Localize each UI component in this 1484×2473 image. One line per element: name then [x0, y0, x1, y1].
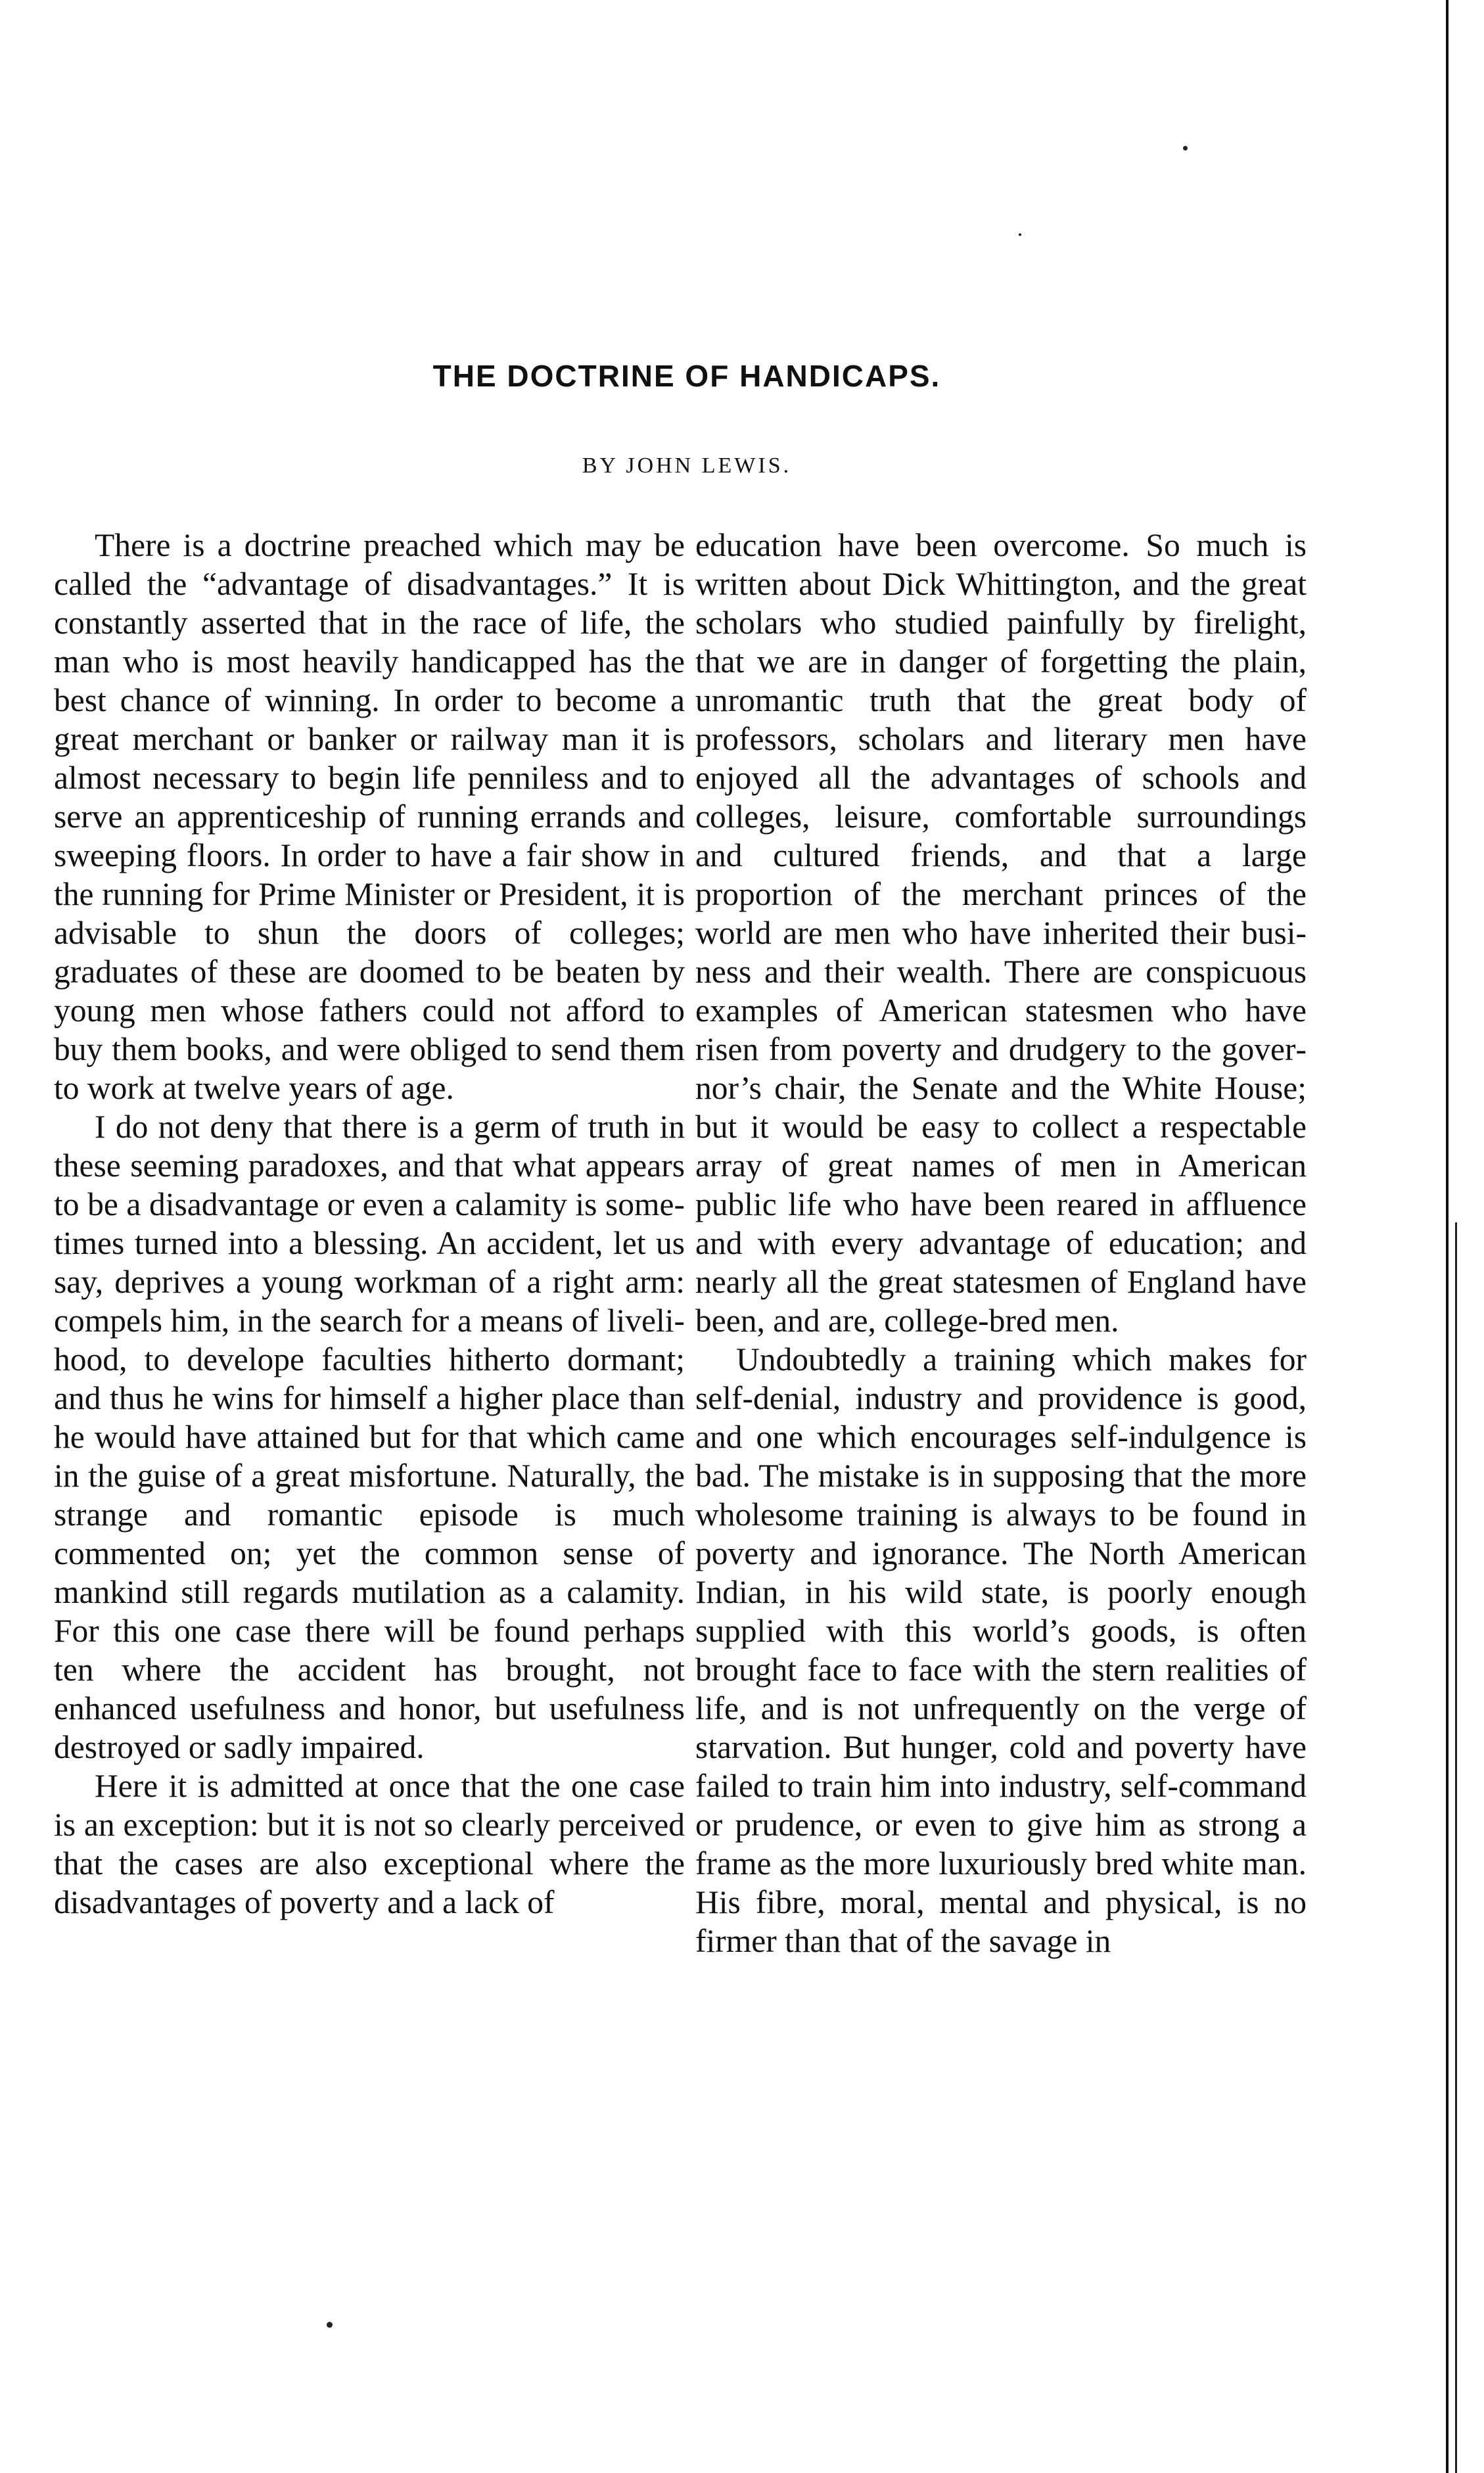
left-column	[54, 526, 685, 1922]
right-column	[695, 526, 1307, 1960]
article-title: THE DOCTRINE OF HANDICAPS.	[432, 359, 941, 393]
paragraph: There is a doctrine preached which may be called the “advantage of disadvantages.” It is constantly asserted that in the race of life, the man who is most heavily handicapped has the best chance of winning. In order to become a great merchant or banker or railway man it is almost necessary to begin life penniless and to serve an apprenticeship of running errands and sweeping floors. In order to have a fair show in the running for Prime Minister or President, it is advisable to shun the doors of colleges; graduates of these are doomed to be beaten by young men whose fathers could not afford to buy them books, and were obliged to send them to work at twelve years of age.	[54, 527, 685, 1106]
page-edge-rule-inner	[1455, 1222, 1457, 2473]
page-edge-rule	[1446, 0, 1449, 2473]
paragraph: I do not deny that there is a germ of truth in these seeming paradoxes, and that what appears to be a disadvantage or even a calamity is sometimes turned into a blessing. An accident, let us say, deprives a young workman of a right arm: compels him, in the search for a means of livelihood, to develope faculties hitherto dormant; and thus he wins for himself a higher place than he would have attained but for that which came in the guise of a great misfortune. Naturally, the strange and romantic episode is much commented on; yet the common sense of mankind still regards mutilation as a calamity. For this one case there will be found perhaps ten where the accident has brought, not enhanced usefulness and honor, but usefulness destroyed or sadly impaired.	[54, 1109, 685, 1765]
paragraph-continued: education have been overcome. So much is written about Dick Whittington, and the great scholars who studied painfully by firelight, that we are in danger of forgetting the plain, unromantic truth that the great body of professors, scholars and literary men have enjoyed all the advantages of schools and colleges, leisure, comfortable surroundings and cultured friends, and that a large proportion of the merchant princes of the world are men who have inherited their business and their wealth. There are conspicuous examples of American statesmen who have risen from poverty and drudgery to the governor’s chair, the Senate and the White House; but it would be easy to collect a respectable array of great names of men in American public life who have been reared in affluence and with every advantage of education; and nearly all the great statesmen of England have been, and are, college-bred men.	[695, 527, 1307, 1339]
ink-speck	[327, 2322, 333, 2328]
ink-speck	[1019, 233, 1021, 236]
paragraph: Here it is admitted at once that the one case is an exception: but it is not so clearly perceived that the cases are also exceptional where the disadvantages of poverty and a lack of	[54, 1768, 685, 1920]
ink-speck	[1183, 146, 1188, 150]
paragraph: Undoubtedly a training which makes for self-denial, industry and providence is good, and one which encourages self-indulgence is bad. The mistake is in supposing that the more wholesome training is always to be found in poverty and ignorance. The North American Indian, in his wild state, is poorly enough supplied with this world’s goods, is often brought face to face with the stern realities of life, and is not unfrequently on the verge of starvation. But hunger, cold and poverty have failed to train him into industry, self-command or prudence, or even to give him as strong a frame as the more luxuriously bred white man. His fibre, moral, mental and physical, is no firmer than that of the savage in	[695, 1341, 1307, 1959]
article-byline: BY JOHN LEWIS.	[582, 453, 792, 478]
